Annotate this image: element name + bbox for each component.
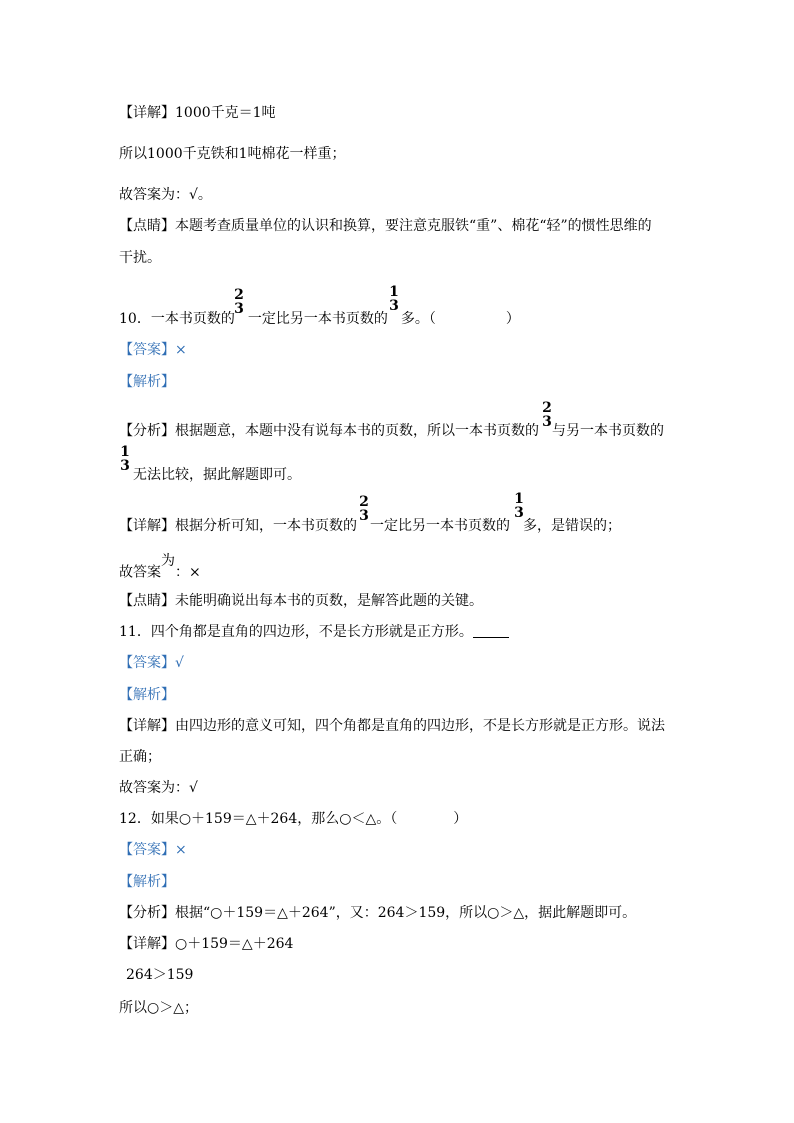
detail-line: 正确； <box>119 749 161 765</box>
fraction-two-thirds: 2 3 <box>234 287 244 317</box>
detail-line: 【详解】根据分析可知，一本书页数的 一定比另一本书页数的 多，是错误的； <box>119 518 621 534</box>
detail-line: 【详解】由四边形的意义可知，四个角都是直角的四边形，不是长方形就是正方形。说法 <box>119 718 665 734</box>
answer-label: 【答案】× <box>119 342 187 358</box>
detail-line: 264＞159 <box>126 967 194 983</box>
note-line: 干扰。 <box>119 250 161 266</box>
detail-line: 所以○＞△； <box>119 1000 198 1016</box>
analysis-line: 【分析】根据“○＋159＝△＋264”，又：264＞159，所以○＞△，据此解题即可。 <box>119 905 637 921</box>
fraction-two-thirds: 2 3 <box>359 494 369 524</box>
answer-line: 故答案为：√。 <box>119 187 212 203</box>
analysis-line: 【分析】根据题意，本题中没有说每本书的页数，所以一本书页数的 与另一本书页数的 <box>119 423 664 439</box>
fraction-one-third: 1 3 <box>389 284 399 314</box>
question-11: 11．四个角都是直角的四边形，不是长方形就是正方形。 <box>119 622 509 642</box>
question-10: 10．一本书页数的 一定比另一本书页数的 多。（ ） <box>119 311 520 327</box>
question-12: 12．如果○＋159＝△＋264，那么○＜△。（ ） <box>119 811 468 827</box>
analysis-line: 无法比较，据此解题即可。 <box>133 467 301 483</box>
fraction-two-thirds: 2 3 <box>542 400 552 430</box>
analysis-label: 【解析】 <box>119 374 175 390</box>
answer-blank[interactable] <box>473 623 509 638</box>
fraction-one-third: 1 3 <box>120 444 130 474</box>
fraction-one-third: 1 3 <box>514 491 524 521</box>
answer-line: 故答案$^为$：× <box>119 553 201 581</box>
answer-label: 【答案】× <box>119 842 187 858</box>
answer-label: 【答案】√ <box>119 655 184 671</box>
note-line: 【点睛】本题考查质量单位的认识和换算，要注意克服铁“重”、棉花“轻”的惯性思维的 <box>119 218 652 234</box>
analysis-label: 【解析】 <box>119 687 175 703</box>
note-line: 【点睛】未能明确说出每本书的页数，是解答此题的关键。 <box>119 593 483 609</box>
detail-line: 【详解】1000千克＝1吨 <box>119 105 276 121</box>
analysis-label: 【解析】 <box>119 874 175 890</box>
detail-line: 【详解】○＋159＝△＋264 <box>119 936 294 952</box>
detail-line: 所以1000千克铁和1吨棉花一样重； <box>119 146 346 162</box>
answer-line: 故答案为：√ <box>119 780 198 796</box>
